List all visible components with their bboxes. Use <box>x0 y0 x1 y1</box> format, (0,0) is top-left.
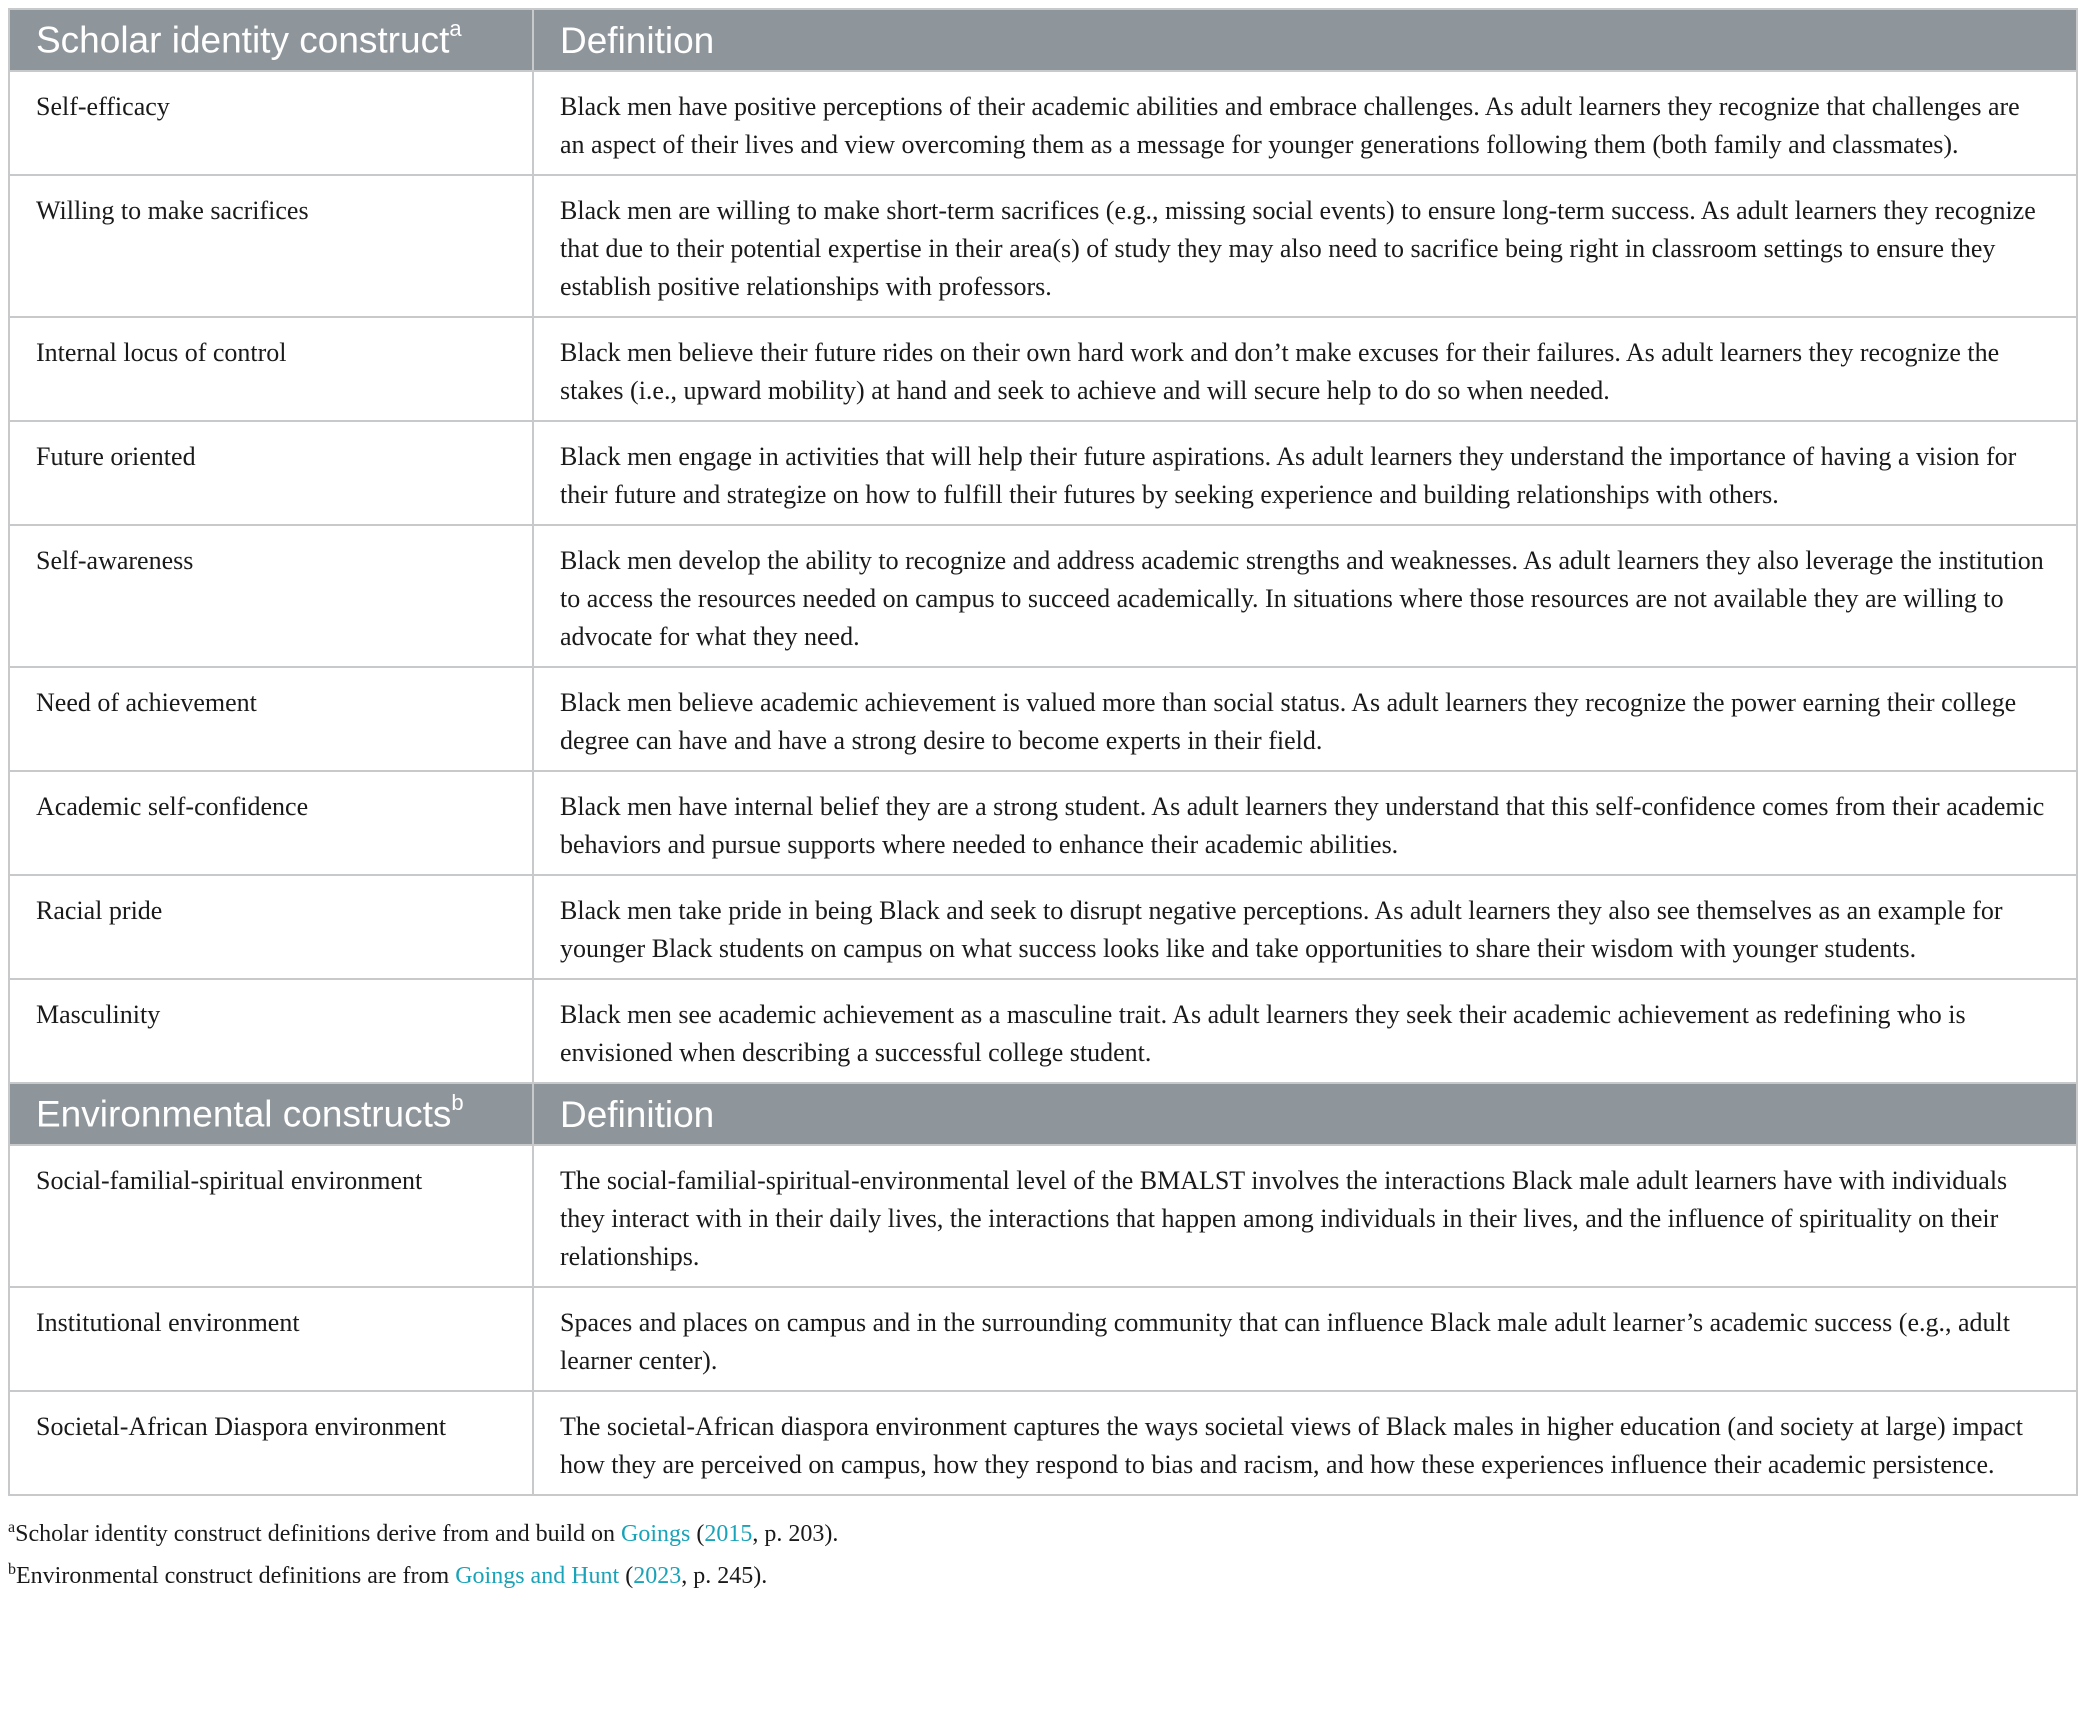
constructs-table <box>8 8 2078 1496</box>
scholar-definition-cell: Black men take pride in being Black and seek to disrupt negative perceptions. As adult learners they also see themselves as an example for younger Black students on campus on what success looks like and take opportunities to share their wisdom with younger students. <box>533 875 2077 979</box>
scholar-construct-cell: Academic self-confidence <box>9 771 533 875</box>
environmental-definition-cell: The social-familial-spiritual-environmental level of the BMALST involves the interactions Black male adult learners have with individuals they interact with in their daily lives, the interactions that happen among individuals in their lives, and the influence of spirituality on their relationships. <box>533 1145 2077 1287</box>
scholar-definition-cell: Black men engage in activities that will help their future aspirations. As adult learners they understand the importance of having a vision for their future and strategize on how to fulfill their futures by seeking experience and building relationships with others. <box>533 421 2077 525</box>
scholar-definition-cell: Black men develop the ability to recognize and address academic strengths and weaknesses. As adult learners they also leverage the institution to access the resources needed on campus to succeed academically. In situations where those resources are not available they are willing to advocate for what they need. <box>533 525 2077 667</box>
environmental-definition-cell: The societal-African diaspora environment captures the ways societal views of Black males in higher education (and society at large) impact how they are perceived on campus, how they respond to bias and racism, and how these experiences influence their academic persistence. <box>533 1391 2077 1495</box>
footnote-a: $^a$Scholar identity construct definitions derive from and build on Goings (2015, p. 203). <box>8 1519 839 1547</box>
table-row <box>9 667 2077 771</box>
scholar-definition-cell: Black men see academic achievement as a masculine trait. As adult learners they seek their academic achievement as redefining who is envisioned when describing a successful college student. <box>533 979 2077 1083</box>
citation-link-2015[interactable]: 2015 <box>704 1521 753 1547</box>
scholar-definition-cell: Black men believe their future rides on their own hard work and don’t make excuses for their failures. As adult learners they recognize the stakes (i.e., upward mobility) at hand and seek to achieve and will secure help to do so when needed. <box>533 317 2077 421</box>
table-row <box>9 421 2077 525</box>
scholar-construct-cell: Internal locus of control <box>9 317 533 421</box>
citation-link-goings[interactable]: Goings <box>620 1521 691 1547</box>
environmental-header-row <box>9 1083 2077 1145</box>
scholar-construct-cell: Racial pride <box>9 875 533 979</box>
scholar-construct-cell: Future oriented <box>9 421 533 525</box>
scholar-construct-cell: Need of achievement <box>9 667 533 771</box>
table-container <box>8 8 2076 1594</box>
scholar-construct-cell: Self-efficacy <box>9 71 533 175</box>
footnote-b: $^b$Environmental construct definitions are from Goings and Hunt (2023, p. 245). <box>8 1561 768 1589</box>
table-row <box>9 771 2077 875</box>
footnotes <box>8 1510 2076 1594</box>
table-row <box>9 317 2077 421</box>
table-row <box>9 1145 2077 1287</box>
header-definition-environmental: Definition <box>533 1083 2077 1145</box>
environmental-construct-cell: Institutional environment <box>9 1287 533 1391</box>
scholar-definition-cell: Black men have internal belief they are a strong student. As adult learners they understand that this self-confidence comes from their academic behaviors and pursue supports where needed to enhance their academic abilities. <box>533 771 2077 875</box>
header-definition-scholar: Definition <box>533 9 2077 71</box>
scholar-construct-cell: Self-awareness <box>9 525 533 667</box>
table-row <box>9 71 2077 175</box>
citation-link-2023[interactable]: 2023 <box>633 1563 682 1589</box>
table-row <box>9 1391 2077 1495</box>
table-row <box>9 875 2077 979</box>
table-row <box>9 979 2077 1083</box>
environmental-definition-cell: Spaces and places on campus and in the surrounding community that can influence Black male adult learner’s academic success (e.g., adult learner center). <box>533 1287 2077 1391</box>
header-construct-scholar: Scholar identity construct$^a$ <box>9 9 533 71</box>
environmental-construct-cell: Societal-African Diaspora environment <box>9 1391 533 1495</box>
scholar-identity-header-row <box>9 9 2077 71</box>
scholar-construct-cell: Masculinity <box>9 979 533 1083</box>
scholar-definition-cell: Black men are willing to make short-term sacrifices (e.g., missing social events) to ensure long-term success. As adult learners they recognize that due to their potential expertise in their area(s) of study they may also need to sacrifice being right in classroom settings to ensure they establish positive relationships with professors. <box>533 175 2077 317</box>
scholar-construct-cell: Willing to make sacrifices <box>9 175 533 317</box>
header-construct-environmental: Environmental constructs$^b$ <box>9 1083 533 1145</box>
table-row <box>9 1287 2077 1391</box>
citation-link-goings-and-hunt[interactable]: Goings and Hunt <box>455 1563 620 1589</box>
scholar-definition-cell: Black men have positive perceptions of their academic abilities and embrace challenges. As adult learners they recognize that challenges are an aspect of their lives and view overcoming them as a message for younger generations following them (both family and classmates). <box>533 71 2077 175</box>
environmental-construct-cell: Social-familial-spiritual environment <box>9 1145 533 1287</box>
table-row <box>9 525 2077 667</box>
table-row <box>9 175 2077 317</box>
scholar-definition-cell: Black men believe academic achievement is valued more than social status. As adult learners they recognize the power earning their college degree can have and have a strong desire to become experts in their field. <box>533 667 2077 771</box>
